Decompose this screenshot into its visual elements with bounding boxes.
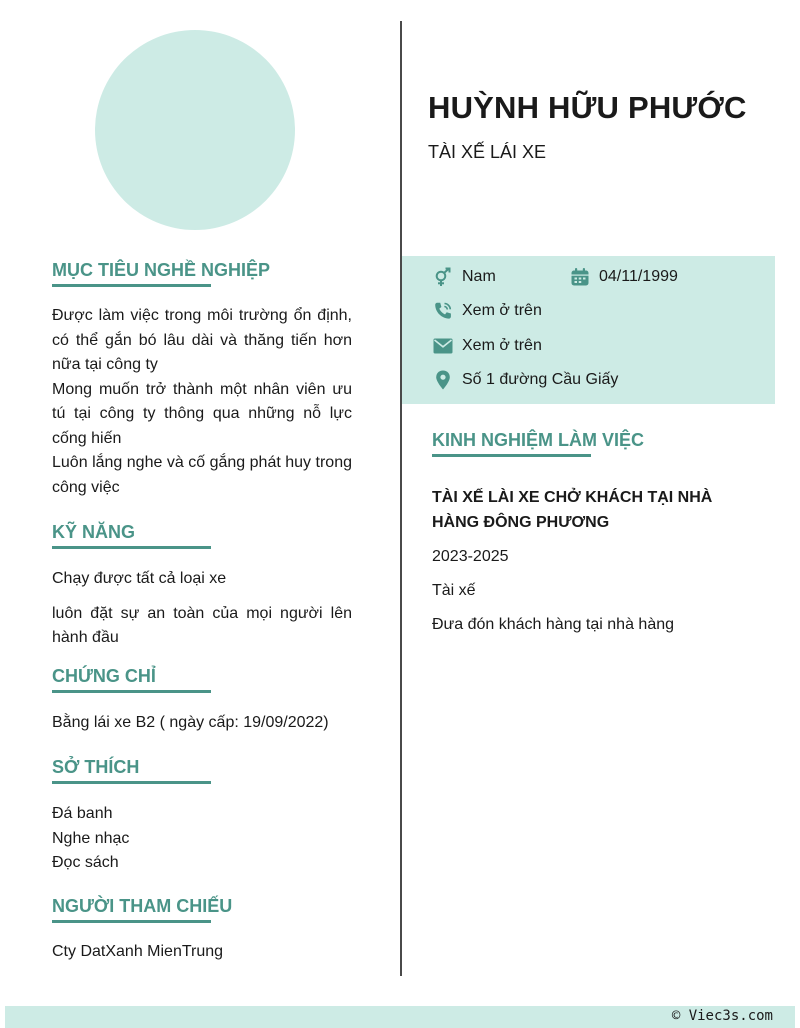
experience-title: KINH NGHIỆM LÀM VIỆC [432,430,645,450]
birthday-row [569,266,678,288]
objective-line: Luôn lắng nghe và cố gắng phát huy trong công việc [52,454,352,496]
reference-item: Cty DatXanh MienTrung [52,943,224,960]
gender-icon [432,266,454,288]
calendar-icon [569,266,591,288]
email-value: Xem ở trên [462,337,542,354]
objective-underline [52,284,211,287]
hobbies-title: SỞ THÍCH [52,757,140,777]
experience-section [432,428,762,637]
references-underline [52,920,211,923]
hobby-item: Đọc sách [52,854,119,871]
skills-title: KỸ NĂNG [52,522,136,542]
phone-value: Xem ở trên [462,302,542,319]
certificate-item: Bằng lái xe B2 ( ngày cấp: 19/09/2022) [52,714,329,731]
references-section [52,894,352,965]
location-icon [432,369,454,391]
hobby-item: Đá banh [52,805,113,822]
phone-row [432,300,542,322]
certificates-section [52,664,352,736]
gender-value: Nam [462,268,496,285]
objective-line: Được làm việc trong môi trường ổn định, có thể gắn bó lâu dài và thăng tiến hơn nữa tại công ty [52,307,352,373]
candidate-name: HUỲNH HỮU PHƯỚC [428,90,747,125]
contact-info-box [402,256,775,404]
address-value: Số 1 đường Cầu Giấy [462,371,619,388]
objective-title: MỤC TIÊU NGHỀ NGHIỆP [52,260,271,280]
phone-icon [432,300,454,322]
footer-bar [5,1006,795,1028]
skill-item: luôn đặt sự an toàn của mọi người lên hành đầu [52,604,352,646]
avatar [95,30,295,230]
objective-line: Mong muốn trở thành một nhân viên ưu tú tại công ty thông qua những nỗ lực cống hiến [52,380,352,447]
experience-period: 2023-2025 [432,548,509,565]
hobby-item: Nghe nhạc [52,829,130,847]
references-title: NGƯỜI THAM CHIẾU [52,896,233,916]
hobbies-underline [52,781,211,784]
job-title: TÀI XẾ LÁI XE [428,142,547,162]
experience-position: Tài xế [432,582,476,599]
address-row [432,369,618,391]
email-row [432,335,542,357]
column-divider [400,21,402,976]
experience-company: TÀI XẾ LÀI XE CHỞ KHÁCH TẠI NHÀ HÀNG ĐÔNG PHƯƠNG [432,489,713,531]
experience-underline [432,454,591,457]
objective-section [52,258,352,500]
gender-row [432,266,496,288]
certificates-title: CHỨNG CHỈ [52,666,156,686]
experience-description: Đưa đón khách hàng tại nhà hàng [432,616,675,633]
hobbies-section [52,755,352,876]
skills-underline [52,546,211,549]
birthday-value: 04/11/1999 [599,268,678,285]
footer-watermark: © Viec3s.com [671,1008,773,1024]
skills-section [52,520,352,661]
email-icon [432,335,454,357]
skill-item: Chạy được tất cả loại xe [52,570,227,587]
certificates-underline [52,690,211,693]
